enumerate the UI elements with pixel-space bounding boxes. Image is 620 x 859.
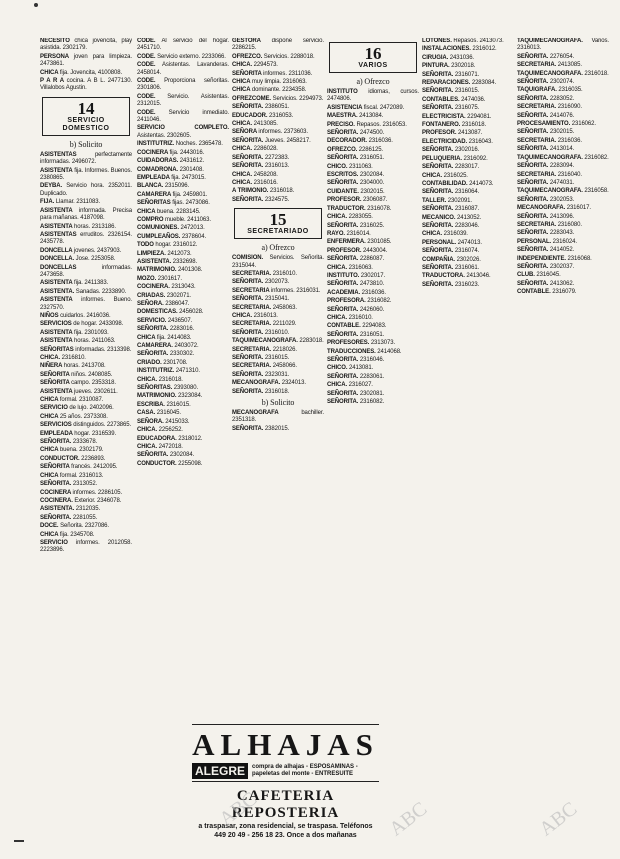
ad: MECANICO. 2413052. — [422, 214, 482, 221]
ad: SERVICIO COMPLETO. Asistentas. 2302605. — [137, 125, 229, 139]
ad: CHICA 25 años. 2373308. — [40, 413, 108, 420]
ad: CONTABLE. 2294083. — [327, 323, 387, 330]
ad: SERVICIOS distinguidos. 2273865. — [40, 422, 132, 429]
ad: EDUCADOR. 2316053. — [232, 112, 294, 119]
ad: INSTITUTRIZ. 2471310. — [137, 368, 200, 375]
ad: CONDUCTOR. 2255098. — [137, 460, 203, 467]
ad: SECRETARIA. 2316036. — [517, 137, 582, 144]
ad: SEÑORA informes. 2373603. — [232, 129, 308, 136]
ad: CODE. Servicio inmediato. 2411046. — [137, 109, 229, 124]
ad: ASISTENTAS perfectamente informadas. 2496072. — [40, 151, 132, 166]
ad: SEÑORITA. 2302081. — [327, 390, 385, 397]
ad: SEÑORITA. 2316082. — [327, 399, 385, 406]
ad: CONDUCTOR. 2236893. — [40, 455, 106, 462]
ad: COCINERA. 2313043. — [137, 284, 196, 291]
ad: SEÑORITA. 2276054. — [517, 53, 575, 60]
ad: TAQUIMECANOGRAFA. 2283018. — [232, 338, 324, 345]
ad: MATRIMONIO. 2401308. — [137, 267, 203, 274]
section-header — [234, 208, 322, 239]
ad: PROCESAMIENTO. 2316062. — [517, 121, 596, 128]
ad: OFREZCO. Servicios. 2288018. — [232, 53, 315, 60]
ad: DONCELLAS informadas. 2473658. — [40, 264, 132, 278]
ad: COCINERA fija. 2443016. — [137, 149, 205, 156]
ad: CHICA. 2458208. — [232, 171, 278, 178]
ad: SEÑORITA campo. 2353318. — [40, 380, 116, 387]
ad: SEÑORITA. 2414052. — [517, 247, 575, 254]
ad: SEÑORITA. 2473810. — [327, 281, 385, 288]
ad: CHICA formal. 2310087. — [40, 397, 104, 404]
ad: FIJA. Llamar. 2311083. — [40, 199, 101, 206]
ad: SEÑORITA. 2333678. — [40, 439, 98, 446]
ad: ASISTENTA fija. Informes. Buenos. 2380865. — [40, 167, 132, 182]
subhead: a) Ofrezco — [356, 77, 390, 86]
ad: ASISTENTAS erruditos. 2326154. 2435778. — [40, 231, 132, 246]
ad: MECANOGRAFA. 2324013. — [232, 380, 306, 387]
ad-list — [232, 38, 324, 204]
ad: CHICA. 2316039. — [422, 231, 468, 238]
ad-list — [422, 38, 514, 289]
ad: SEÑORITA. 2316061. — [422, 264, 480, 271]
ad: SERVICIO. 2436507. — [137, 317, 193, 324]
ad: SECRETARIA. 2211029. — [232, 321, 297, 328]
ad: PROFESORA. 2316082. — [327, 298, 392, 305]
ad: NECESITO chica jovencita, play asistida. 2302179. — [40, 38, 132, 52]
ad: CIRUGIA. 2431036. — [422, 54, 474, 61]
ad: A TRIMONIO. 2316018. — [232, 188, 295, 195]
ad: RAYO. 2316014. — [327, 230, 371, 237]
section-number: 16 — [364, 44, 382, 63]
ad: ASISTENTA fija. 2411383. — [40, 280, 109, 287]
subhead: b) Solicito — [69, 139, 103, 149]
ad: SERVICIO informes. 2012058. 2223896. — [40, 539, 132, 554]
ad: DONCELLA. Jose. 2253058. — [40, 256, 116, 263]
watermark-logo: ABC — [385, 797, 432, 841]
ad: SEÑORITA. 2316074. — [422, 248, 480, 255]
ad: CHICA buena. 2283145. — [137, 208, 201, 215]
ad: ACADEMIA. 2316036. — [327, 289, 386, 296]
section-title: SECRETARIADO — [247, 228, 309, 236]
ad: SECRETARIA. 2316090. — [517, 104, 582, 111]
ad: SEÑORITA. 2302084. — [137, 452, 195, 459]
ad: INSTITUTRIZ. Noches. 2365478. — [137, 141, 223, 148]
ad: SEÑORITAS informadas. 2313398. — [40, 346, 132, 353]
ad: SECRETARIA informes. 2316031. — [232, 287, 321, 294]
ad: SEÑORITA francés. 2412095. — [40, 464, 118, 471]
ad: SEÑORITA informes. 2311036. — [232, 70, 313, 77]
ad: SEÑORITA. 2316025. — [327, 222, 385, 229]
ad: ENFERMERA. 2301085. — [327, 239, 392, 246]
ad: SERVICIOS de hogar. 2433098. — [40, 321, 124, 328]
ad: PINTURA. 2302018. — [422, 63, 476, 70]
ad: CODE. Asistentas. Lavanderas. 2458014. — [137, 62, 229, 76]
ad-list — [232, 410, 324, 433]
section-title: VARIOS — [358, 62, 388, 69]
ad: SEÑORITA niños. 2408085. — [40, 371, 113, 378]
ad: SEÑORITA. 2414076. — [517, 112, 575, 119]
ad: CHICA muy limpia. 2316063. — [232, 79, 307, 86]
ad: COMPRO mueble. 2411063. — [137, 216, 211, 223]
ad: CHICA. 2316016. — [232, 179, 278, 186]
column-1 — [40, 38, 132, 844]
ad: SEÑORITA. 2283043. — [517, 230, 575, 237]
ad: CHICA. 2316013. — [232, 312, 278, 319]
ad: LIMPIEZA. 2412073. — [137, 250, 192, 257]
ad: SECRETARIA. 2316040. — [517, 171, 582, 178]
ad: SEÑORITA. 2283061. — [327, 373, 385, 380]
ad: CUIDANTE. 2302015. — [327, 188, 385, 195]
ad: ASISTENTA. 2332698. — [137, 258, 198, 265]
ad: ASISTENTA. 2312035. — [40, 506, 101, 513]
ad: CHICA. 2316025. — [422, 172, 468, 179]
ad: INSTITUTO. 2302017. — [327, 272, 386, 279]
ad: COMPAÑIA. 2302026. — [422, 256, 481, 263]
ad: SECRETARIA. 2218026. — [232, 346, 297, 353]
ad: ESCRIBA. 2316015. — [137, 401, 191, 408]
ad: CLUB. 2316045. — [517, 272, 561, 279]
ad: SEÑORITA. 2386051. — [232, 104, 290, 111]
ad: EMPLEADA hogar. 2316539. — [40, 430, 117, 437]
subhead: a) Ofrezco — [261, 243, 295, 253]
ad: FONTANERO. 2316018. — [422, 122, 487, 129]
alegre-tagline: compra de alhajas - ESPOSAMINAS - papeletas del monte - ENTRESUITE — [252, 764, 358, 777]
ad: ASISTENTA jueves. 2302611. — [40, 388, 118, 395]
ad: PERSONAL. 2474013. — [422, 239, 482, 246]
ad: PELUQUERIA. 2316092. — [422, 155, 488, 162]
ad: CODE. Servicio externo. 2233066. — [137, 53, 226, 60]
ad: SECRETARIA. 2458066. — [232, 363, 297, 370]
ad: SEÑORITA. 2316018. — [232, 388, 290, 395]
ad-list — [517, 38, 609, 297]
ad: INSTALACIONES. 2316012. — [422, 46, 497, 53]
ad: COCINERA. Exterior. 2346078. — [40, 497, 122, 504]
ad: PRECISO. Repasos. 2316053. — [327, 121, 407, 128]
ad: TODO hogar. 2316012. — [137, 242, 198, 249]
alhajas-headline: ALHAJAS — [192, 727, 379, 762]
ad: CRIADAS. 2302071. — [137, 292, 191, 299]
ad: SEÑORITA. 2413014. — [517, 146, 575, 153]
cafeteria-text: a traspasar, zona residencial, se traspasa. Teléfonos 449 20 49 - 256 18 23. Once a dos mañanas — [198, 823, 373, 839]
ad: CHICA dominante. 2234358. — [232, 87, 307, 94]
ad: SEÑORITA. 2302053. — [517, 196, 575, 203]
ad: SEÑORITA. 2302074. — [517, 79, 575, 86]
ad: DECORADOR. 2316036. — [327, 138, 393, 145]
section-title: SERVICIO DOMESTICO — [62, 116, 110, 132]
ad: SERVICIO de lujo. 2402096. — [40, 405, 114, 412]
ad: SEÑORITA. 2316046. — [327, 357, 385, 363]
ad: SEÑORITAS. 2393080. — [137, 385, 199, 392]
ad: TRADUCCIONES. 2414068. — [327, 348, 402, 355]
ad: SEÑORITA. 2474500. — [327, 130, 385, 137]
cafeteria-title: CAFETERIA REPOSTERIA — [231, 788, 340, 821]
ad: SEÑORA. 2415033. — [137, 418, 190, 425]
ad: SECRETARIA. 2413085. — [517, 62, 582, 69]
section-number: 15 — [269, 210, 287, 230]
ad: CHICA fija. Jovencita, 4100808. — [40, 69, 123, 76]
ad: SEÑORITA. 2286087. — [327, 256, 385, 263]
ad: TAQUIMECANOGRAFA. 2316082. — [517, 154, 609, 161]
ad: CHICA. 2294573. — [232, 62, 278, 69]
ad: CONTABLES. 2474036. — [422, 96, 486, 103]
ad: ASISTENTA informes. Bueno. 2327570. — [40, 297, 132, 311]
ad: SEÑORITA. 2316015. — [232, 355, 290, 361]
ad: SEÑORITA. Jueves. 2458217. — [232, 137, 311, 144]
ad: MECANOGRAFA bachiller. 2351318. — [232, 410, 324, 424]
section-header — [329, 42, 417, 73]
ad: LOTONES. Repasos. 2413073. — [422, 38, 504, 44]
ad: PROFESOR. 2443004. — [327, 247, 388, 254]
ad: GESTORA dispone servicio. 2286215. — [232, 38, 324, 52]
ad: TRADUCTOR. 2316078. — [327, 205, 392, 212]
watermark-logo: ABC — [535, 797, 582, 841]
ad: CAMARERA. 2403072. — [137, 343, 199, 350]
ad: ELECTRICIDAD. 2316043. — [422, 138, 493, 145]
ad: SEÑORITA. 2283052. — [517, 95, 575, 102]
ad: TRADUCTORA. 2413046. — [422, 273, 491, 280]
ad: SEÑORITA. 2283094. — [517, 163, 575, 170]
ad: SEÑORITA. 2316010. — [232, 329, 290, 336]
divider — [192, 781, 379, 782]
ad: CODE. Proporciona señoritas. 2301806. — [137, 78, 229, 92]
ad: SEÑORITA. 2413096. — [517, 213, 575, 220]
ad: SEÑORITAS fijas. 2473086. — [137, 200, 210, 207]
ad: CHICO. 2311063. — [327, 163, 373, 170]
ad: PROFESOR. 2413087. — [422, 130, 483, 137]
ad: ASISTENTA horas. 2411063. — [40, 338, 116, 345]
ad: ASISTENTA. Sanadas. 2233890. — [40, 288, 127, 295]
ad: CHICA. 2413085. — [232, 121, 278, 128]
ad: TAQUIMECANOGRAFA. Varios. 2316013. — [517, 38, 609, 52]
ad: P A R A cocina. A B L. 2477130. Villalobos Agustin. — [40, 78, 132, 92]
ad-list — [137, 38, 229, 468]
ad: NIÑOS cuidarlos. 2416036. — [40, 312, 111, 319]
ad: SECRETARIA. 2458063. — [232, 304, 297, 311]
ad: SEÑORA. 2386047. — [137, 301, 190, 307]
ad: SEÑORITA. 2304000. — [327, 180, 385, 187]
ad: SEÑORITA. 2316071. — [422, 71, 480, 78]
ad: ASISTENTA fija. 2301093. — [40, 329, 109, 336]
ad: SEÑORITA. 2302016. — [422, 147, 480, 154]
ad: SEÑORITA. 2382015. — [232, 425, 290, 432]
ad: SEÑORITA. 2283017. — [422, 164, 480, 171]
ad: COMADRONA. 2301408. — [137, 166, 204, 173]
advert-banner — [192, 724, 379, 841]
ad: SEÑORITA. 2283016. — [137, 326, 195, 333]
ad: CODE. Al servicio del hogar. 2451710. — [137, 38, 229, 52]
ad: CHICA. 2472018. — [137, 443, 183, 450]
ad: TALLER. 2302091. — [422, 197, 472, 204]
ad: ASISTENTA informada. Precisa para mañanas. 4187098. — [40, 207, 132, 222]
ad: CONTABLE. 2316079. — [517, 289, 577, 296]
ad: EDUCADORA. 2318012. — [137, 435, 203, 442]
ad: SEÑORITA. 2315041. — [232, 296, 290, 303]
ad: SEÑORITA. 2316087. — [422, 206, 480, 213]
ad: PERSONA joven para limpieza. 2473861. — [40, 53, 132, 68]
ad: REPARACIONES. 2283084. — [422, 80, 497, 87]
ad: SEÑORITA. 2316051. — [327, 331, 385, 338]
ad: CHICA fija. 2414083. — [137, 334, 192, 341]
ad: CODE. Servicio. Asistentas. 2312015. — [137, 93, 229, 108]
ad: SEÑORITA. 2316075. — [422, 105, 480, 112]
ad: SEÑORITA. 2272383. — [232, 154, 290, 161]
ad: DOMESTICAS. 2456028. — [137, 309, 204, 316]
ad: ASISTENCIA fiscal. 2472089. — [327, 104, 405, 111]
ad: SEÑORITA. 2426060. — [327, 306, 385, 313]
ad: ELECTRICISTA. 2294081. — [422, 113, 492, 120]
section-number: 14 — [77, 98, 95, 118]
ad: CAMARERA fija. 2459801. — [137, 191, 208, 198]
ad: SEÑORITA. 2283046. — [422, 222, 480, 229]
ad-list — [232, 255, 324, 396]
ad: NIÑERA horas. 2413708. — [40, 363, 106, 370]
ad: CHICA. 2316810. — [40, 355, 86, 361]
ad: CHICA. 2316063. — [327, 264, 373, 271]
ad: DOCE. Señorita. 2327086. — [40, 523, 109, 530]
ad: SEÑORITA. 2281055. — [40, 514, 98, 521]
ad: OFREZCOME. Servicios. 2294973. — [232, 95, 324, 102]
ad: PERSONAL. 2316024. — [517, 238, 577, 245]
ad: TAQUIMECANOGRAFA. 2316058. — [517, 188, 609, 195]
ad: SEÑORITA. 2316015. — [422, 88, 480, 95]
ad: CHICA. 2316027. — [327, 382, 373, 389]
ad: CHICA buena. 2302179. — [40, 447, 104, 454]
ad: INDEPENDIENTE. 2316068. — [517, 255, 592, 262]
ad: SEÑORITA. 2302015. — [517, 129, 575, 136]
ad: SEÑORITA. 2413062. — [517, 280, 575, 287]
ad: SEÑORITA. 2323031. — [232, 371, 290, 378]
ad-list — [327, 89, 419, 406]
ad: CHICA. 2283055. — [327, 214, 373, 221]
ad: CUIDADORAS. 2431612. — [137, 158, 205, 165]
ad: SECRETARIA. 2316010. — [232, 270, 297, 277]
ad-list — [40, 152, 132, 555]
alegre-row — [192, 763, 379, 779]
ad: COCINERA informes. 2286105. — [40, 489, 123, 496]
ad: CHICO. 2413081. — [327, 365, 374, 372]
ad: INSTITUTO idiomas, cursos. 2474806. — [327, 89, 419, 103]
ad: BLANCA. 2315096. — [137, 183, 190, 190]
ad: MATRIMONIO. 2323084. — [137, 393, 203, 400]
ad: CHICA. 2316010. — [327, 314, 373, 321]
ad: DONCELLA jovenes. 2437903. — [40, 247, 122, 254]
ad: CUMPLEAÑOS. 2378604. — [137, 233, 207, 240]
ad: SEÑORITA. 2316064. — [422, 189, 480, 196]
ad: SEÑORITA. 2316013. — [232, 163, 290, 170]
watermark-logo: ABC — [215, 787, 262, 831]
ad: TAQUIMECANOGRAFA. 2316018. — [517, 70, 609, 77]
ad: CHICA fija. 2345708. — [40, 531, 95, 538]
edge-mark — [14, 840, 24, 842]
section-header — [42, 97, 130, 136]
ad: SEÑORITA. 2474031. — [517, 179, 575, 186]
ad: MAESTRA. 2413084. — [327, 113, 384, 120]
ad: SEÑORITA. 2313052. — [40, 481, 98, 488]
ad: PROFESOR. 2306087. — [327, 197, 388, 204]
corner-mark — [34, 3, 38, 7]
ad: CASA. 2316045. — [137, 410, 181, 417]
ad: SEÑORITA. 2316023. — [422, 281, 480, 288]
ad: ESCRITOS. 2302084. — [327, 172, 385, 179]
subhead: b) Solicito — [261, 398, 295, 408]
ad: EMPLEADA fija. 2473015. — [137, 174, 206, 181]
ad: SEÑORITA. 2316051. — [327, 155, 385, 162]
ad: TAQUIGRAFA. 2316035. — [517, 87, 583, 94]
ad: MOZO. 2301617. — [137, 275, 182, 282]
ad: SEÑORITA. 2324575. — [232, 196, 290, 203]
ad: MECANOGRAFA. 2316017. — [517, 205, 591, 212]
ad: CHICA. 2316018. — [137, 376, 183, 383]
ad: COMUNIONES. 2472013. — [137, 225, 205, 232]
alegre-logo: ALEGRE — [192, 763, 248, 779]
ad: COMISION. Servicios. Señorita. 2315044. — [232, 255, 324, 269]
ad: OFREZCO. 2286125. — [327, 146, 383, 153]
column-6 — [517, 38, 609, 844]
ad: SECRETARIA. 2316080. — [517, 221, 582, 228]
ad: SEÑORITA. 2302073. — [232, 279, 290, 286]
ad: CHICA. 2286028. — [232, 146, 278, 153]
ad: SEÑORITA. 2302037. — [517, 263, 575, 270]
ad: CRIADO. 2301708. — [137, 359, 188, 366]
column-5 — [422, 38, 514, 844]
ad: CHICA. 2256252. — [137, 427, 183, 434]
ad: ASISTENTA horas. 2313186. — [40, 223, 116, 230]
ad: SEÑORITA. 2330302. — [137, 351, 195, 358]
ad: CHICA formal. 2316013. — [40, 472, 104, 479]
ad: PROFESORES. 2313073. — [327, 340, 396, 347]
ad: CONTABILIDAD. 2414073. — [422, 180, 494, 187]
ad: DEYBA. Servicio hora. 2352011. Duplicado. — [40, 183, 132, 197]
